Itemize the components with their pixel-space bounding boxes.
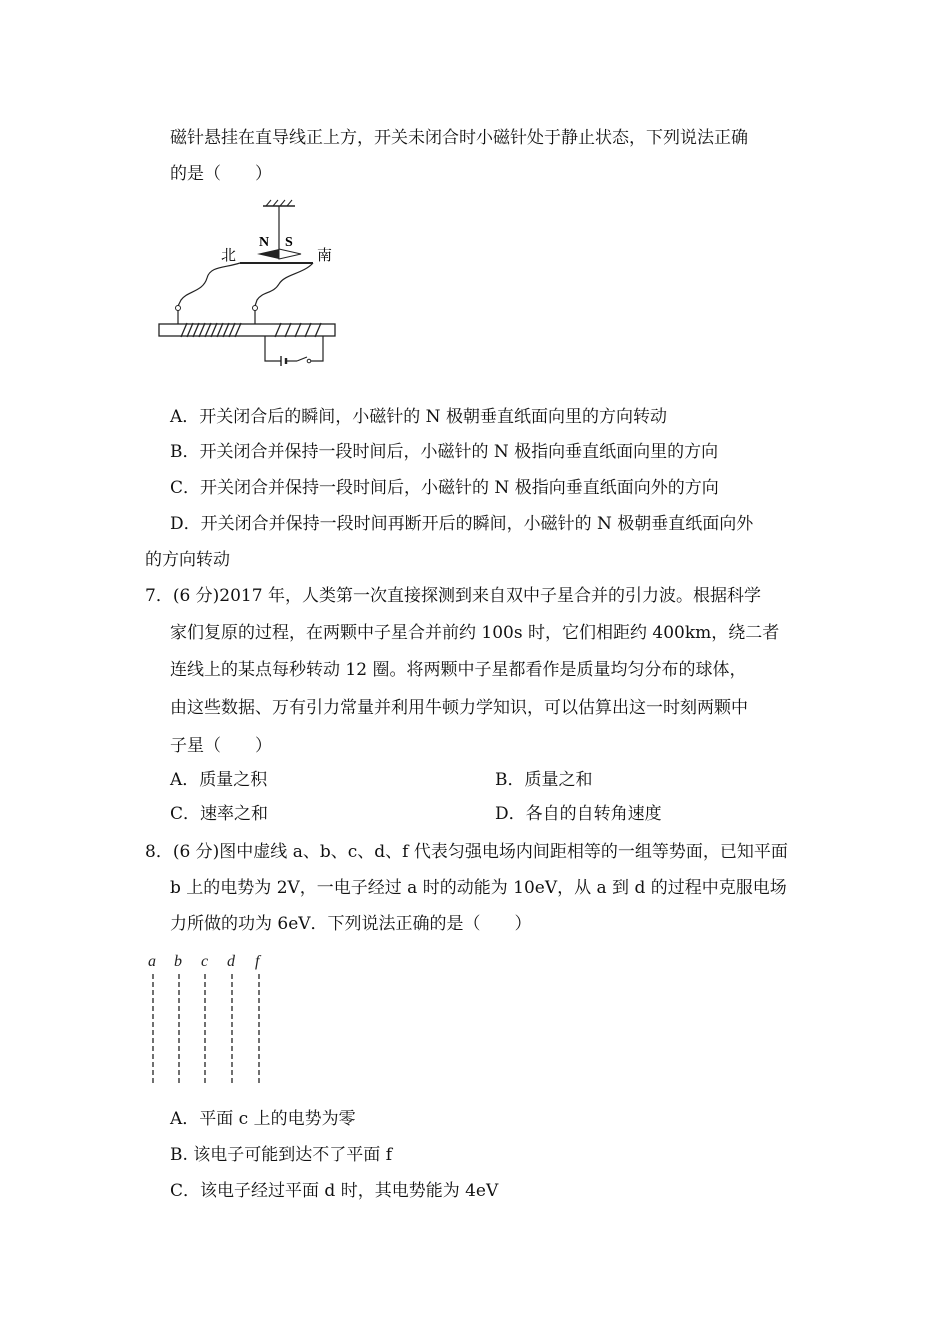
q7-option-d: D．各自的自转角速度	[495, 804, 662, 824]
q6-option-d-line2: 的方向转动	[145, 550, 230, 570]
q6-stem-line2: 的是（ ）	[170, 164, 272, 184]
q7-option-c: C．速率之和	[170, 804, 269, 824]
q7-stem-line4: 由这些数据、万有引力常量并利用牛顿力学知识，可以估算出这一时刻两颗中	[170, 698, 748, 718]
q8-option-b: B. 该电子可能到达不了平面 f	[170, 1145, 392, 1165]
n-pole-label: N	[259, 235, 270, 250]
q7-option-b: B．质量之和	[495, 770, 593, 790]
equipotential-planes-figure	[140, 948, 280, 1088]
q7-stem-line2: 家们复原的过程，在两颗中子星合并前约 100s 时，它们相距约 400km，绕二者	[170, 623, 780, 643]
switch	[297, 357, 307, 361]
q8-stem-line1: 8．(6 分)图中虚线 a、b、c、d、f 代表匀强电场内间距相等的一组等势面，已知平面	[145, 842, 788, 862]
q8-option-c: C．该电子经过平面 d 时，其电势能为 4eV	[170, 1181, 499, 1201]
q6-option-a: A．开关闭合后的瞬间，小磁针的 N 极朝垂直纸面向里的方向转动	[170, 407, 667, 427]
needle-n-half	[257, 249, 279, 259]
q6-option-c: C．开关闭合并保持一段时间后，小磁针的 N 极指向垂直纸面向外的方向	[170, 478, 719, 498]
q6-option-d-line1: D．开关闭合并保持一段时间再断开后的瞬间，小磁针的 N 极朝垂直纸面向外	[170, 514, 754, 534]
plane-label-b: b	[174, 953, 182, 970]
s-pole-label: S	[285, 235, 293, 250]
q7-stem-line1: 7．(6 分)2017 年，人类第一次直接探测到来自双中子星合并的引力波。根据科学	[145, 586, 761, 606]
plane-label-a: a	[148, 953, 156, 970]
q7-option-a: A．质量之积	[170, 770, 268, 790]
q6-option-b: B．开关闭合并保持一段时间后，小磁针的 N 极指向垂直纸面向里的方向	[170, 442, 719, 462]
plane-label-c: c	[201, 953, 209, 970]
q6-stem-line1: 磁针悬挂在直导线正上方，开关未闭合时小磁针处于静止状态，下列说法正确	[170, 128, 748, 148]
q8-stem-line3: 力所做的功为 6eV．下列说法正确的是（ ）	[170, 914, 532, 934]
q8-option-a: A．平面 c 上的电势为零	[170, 1109, 356, 1129]
plane-label-d: d	[227, 953, 235, 970]
q8-stem-line2: b 上的电势为 2V，一电子经过 a 时的动能为 10eV，从 a 到 d 的过程中克服电场	[170, 878, 787, 898]
q7-stem-line5: 子星（ ）	[170, 736, 272, 756]
plane-label-f: f	[255, 953, 260, 970]
south-label: 南	[317, 246, 333, 264]
needle-s-half	[279, 249, 301, 259]
north-label: 北	[221, 246, 237, 264]
q7-stem-line3: 连线上的某点每秒转动 12 圈。将两颗中子星都看作是质量均匀分布的球体，	[170, 660, 747, 680]
compass-solenoid-figure	[145, 196, 345, 378]
